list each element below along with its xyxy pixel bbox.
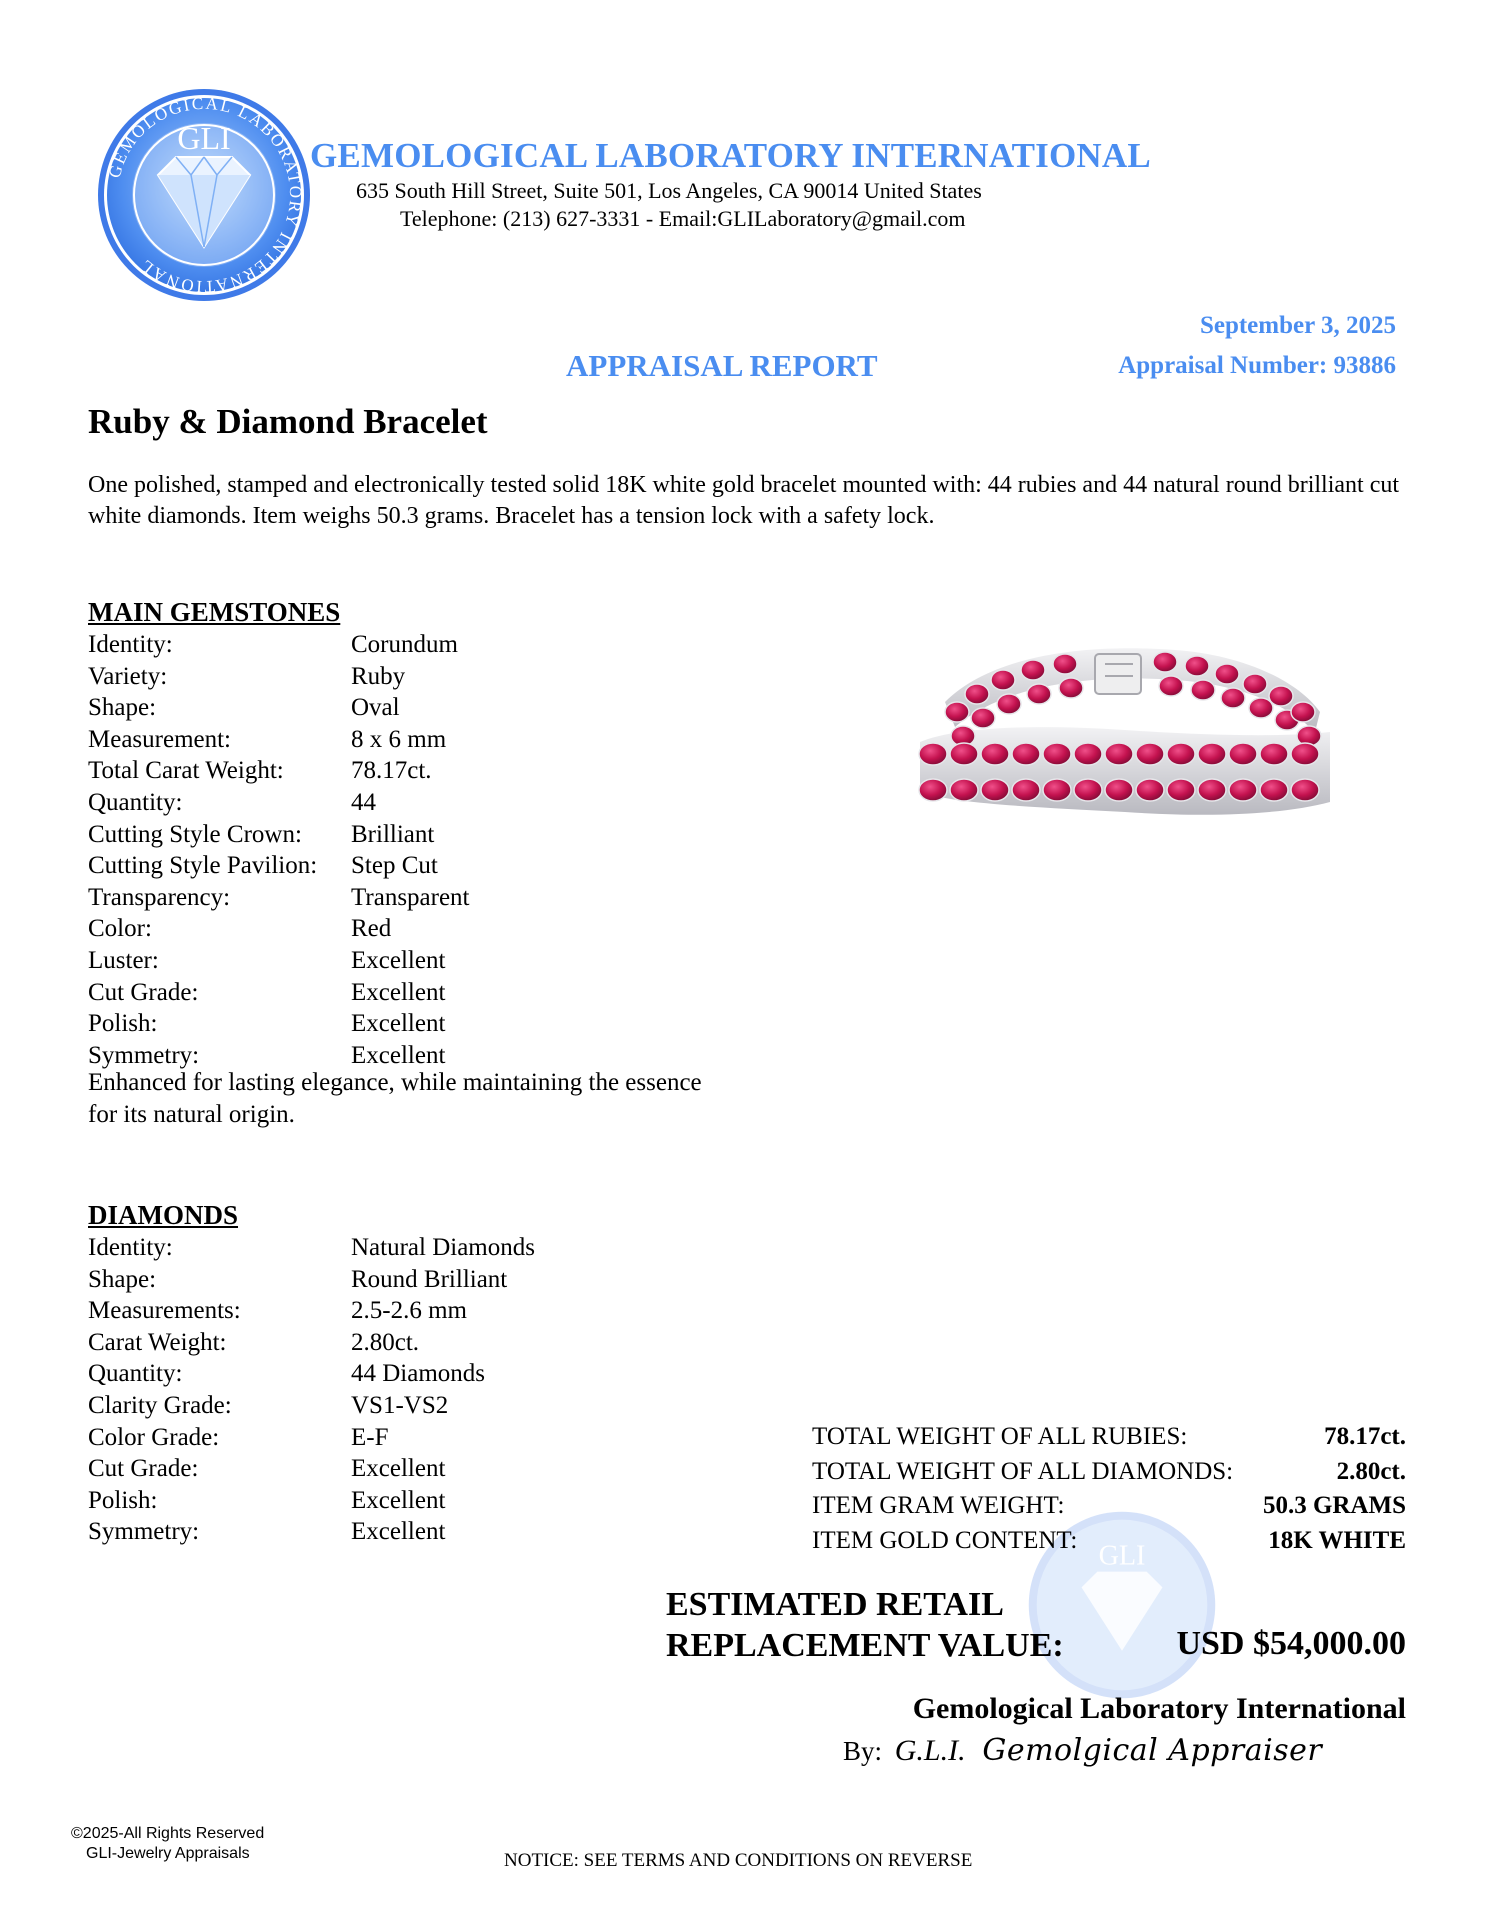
appraisal-number: Appraisal Number: 93886 [1118,352,1396,379]
ruby-stone [1074,779,1102,801]
spec-value: 2.5-2.6 mm [351,1297,467,1325]
main-gemstones-heading: MAIN GEMSTONES [88,597,341,627]
logo-gli-text: GLI [177,120,231,156]
spec-row [88,661,470,693]
spec-value: Excellent [351,1010,446,1038]
main-gemstones-table [88,629,470,1071]
ruby-stone [1059,678,1083,698]
ruby-stone [1021,660,1045,680]
gemstone-note: Enhanced for lasting elegance, while maintaining the essence for its natural origin. [88,1069,702,1128]
gli-logo [96,87,312,303]
spec-label: Quantity: [88,1360,183,1388]
ruby-stone [1153,652,1177,672]
ruby-stone [991,670,1015,690]
diamonds-table [88,1232,535,1548]
spec-label: Clarity Grade: [88,1391,232,1419]
ruby-stone [1191,680,1215,700]
spec-row [88,977,470,1009]
spec-value: Transparent [351,883,470,911]
total-row [812,1420,1406,1455]
spec-row [88,724,470,756]
spec-row [88,819,470,851]
spec-label: Cut Grade: [88,1455,199,1483]
ruby-stone [1229,743,1257,765]
spec-value: Excellent [351,1518,446,1546]
spec-label: Measurements: [88,1297,241,1325]
spec-label: Measurement: [88,725,232,753]
spec-row [88,913,470,945]
ruby-stone [1291,743,1319,765]
signature-line [843,1733,1322,1768]
lab-name: GEMOLOGICAL LABORATORY INTERNATIONAL [310,136,1151,175]
total-value: 78.17ct. [1324,1423,1406,1450]
footer-notice: NOTICE: SEE TERMS AND CONDITIONS ON REVERSE [504,1850,973,1871]
ruby-stone [981,743,1009,765]
signature-handwritten: Gemolgical Appraiser [982,1733,1323,1768]
ruby-stone [1027,684,1051,704]
spec-label: Cut Grade: [88,978,199,1006]
spec-value: 78.17ct. [351,757,432,785]
spec-row [88,755,470,787]
ruby-stone [1229,779,1257,801]
spec-value: Excellent [351,1486,446,1514]
lab-contact: Telephone: (213) 627-3331 - Email:GLILaboratory@gmail.com [400,206,966,231]
spec-label: Total Carat Weight: [88,757,284,785]
ruby-stone [1215,664,1239,684]
spec-label: Identity: [88,1234,173,1261]
spec-row [88,1390,535,1422]
spec-row [88,1327,535,1359]
spec-value: 44 Diamonds [351,1360,486,1388]
spec-value: Natural Diamonds [351,1234,535,1261]
spec-label: Identity: [88,631,173,658]
total-row [812,1455,1406,1490]
report-title: APPRAISAL REPORT [566,348,878,383]
total-row [812,1524,1406,1559]
logo-ring-text: GEMOLOGICAL LABORATORY INTERNATIONAL [104,93,306,297]
valuation-line-1: ESTIMATED RETAIL [666,1586,1004,1623]
spec-label: Color: [88,915,152,943]
ruby-stone [965,684,989,704]
ruby-stone [1260,779,1288,801]
spec-value: Excellent [351,978,446,1006]
diamonds-heading: DIAMONDS [88,1200,239,1230]
spec-value: Oval [351,694,400,722]
item-description: One polished, stamped and electronically tested solid 18K white gold bracelet mounted with: 44 rubies and 44 natural round brilliant cut white diamonds. Item weighs 50.3 grams. Bracelet has a tension lock with a safety lock. [88,472,1400,529]
ruby-stone [1105,743,1133,765]
spec-label: Color Grade: [88,1423,220,1451]
spec-label: Transparency: [88,883,231,911]
signature-by-label: By: [843,1736,883,1766]
spec-label: Symmetry: [88,1041,200,1069]
spec-row [88,787,470,819]
signature-gli: G.L.I. [894,1734,966,1767]
signature-org: Gemological Laboratory International [912,1692,1406,1725]
total-value: 18K WHITE [1268,1526,1406,1554]
ruby-stone [981,779,1009,801]
spec-value: 2.80ct. [351,1328,420,1356]
spec-value: Excellent [351,1041,446,1069]
spec-value: Excellent [351,946,446,974]
copyright-icon: © [71,1825,83,1842]
ruby-stone [1074,743,1102,765]
item-title: Ruby & Diamond Bracelet [88,402,488,441]
valuation-amount: USD $54,000.00 [1176,1625,1406,1662]
ruby-stone [950,743,978,765]
total-label: TOTAL WEIGHT OF ALL RUBIES: [812,1423,1188,1450]
spec-row [88,1232,535,1264]
spec-label: Variety: [88,662,168,690]
total-value: 2.80ct. [1336,1457,1406,1485]
spec-row [88,1295,535,1327]
spec-value: E-F [351,1423,389,1451]
ruby-stone [1221,688,1245,708]
footer-copyright [71,1825,264,1843]
spec-row [88,1008,470,1040]
spec-label: Polish: [88,1486,158,1514]
ruby-stone [1185,656,1209,676]
spec-value: Red [351,915,392,943]
spec-label: Cutting Style Pavilion: [88,852,318,880]
spec-value: Round Brilliant [351,1265,508,1293]
footer-brand: GLI-Jewelry Appraisals [86,1845,250,1862]
ruby-stone [1012,743,1040,765]
spec-label: Luster: [88,946,159,974]
spec-row [88,629,470,661]
spec-label: Shape: [88,694,157,722]
ruby-stone [1167,743,1195,765]
spec-value: Corundum [351,631,458,658]
spec-label: Carat Weight: [88,1328,227,1356]
total-value: 50.3 GRAMS [1262,1492,1406,1519]
valuation-line-2: REPLACEMENT VALUE: [666,1627,1064,1664]
total-label: ITEM GOLD CONTENT: [812,1526,1078,1554]
ruby-stone [997,694,1021,714]
total-label: TOTAL WEIGHT OF ALL DIAMONDS: [812,1457,1234,1485]
valuation-label [666,1584,1064,1666]
ruby-stone [1053,654,1077,674]
ruby-stone [1249,698,1273,718]
total-label: ITEM GRAM WEIGHT: [812,1492,1065,1519]
spec-row [88,1485,535,1517]
watermark-gli-text: GLI [1098,1540,1146,1572]
spec-row [88,1422,535,1454]
spec-row [88,1358,535,1390]
spec-row [88,945,470,977]
ruby-stone [950,779,978,801]
report-date: September 3, 2025 [1199,312,1396,339]
spec-label: Shape: [88,1265,157,1293]
spec-row [88,882,470,914]
ruby-stone [1260,743,1288,765]
ruby-stone [919,779,947,801]
ruby-stone [971,708,995,728]
spec-value: Brilliant [351,820,435,848]
ruby-stone [1043,743,1071,765]
spec-value: 44 [351,788,376,816]
ruby-stone [1167,779,1195,801]
ruby-stone [1159,676,1183,696]
ruby-stone [1291,779,1319,801]
spec-row [88,850,470,882]
total-row [812,1489,1406,1524]
spec-value: Step Cut [351,852,438,880]
spec-label: Quantity: [88,788,183,816]
ruby-stone [1136,743,1164,765]
bracelet-photo [915,632,1335,862]
lab-address: 635 South Hill Street, Suite 501, Los Angeles, CA 90014 United States [356,178,982,203]
copyright-text: 2025-All Rights Reserved [82,1825,265,1842]
spec-row [88,1453,535,1485]
spec-value: Ruby [351,662,406,690]
ruby-stone [1136,779,1164,801]
spec-label: Polish: [88,1010,158,1038]
ruby-stone [1198,779,1226,801]
spec-row [88,692,470,724]
spec-label: Cutting Style Crown: [88,820,302,848]
spec-row [88,1264,535,1296]
ruby-stone [1198,743,1226,765]
spec-row [88,1516,535,1548]
ruby-stone [1269,686,1293,706]
ruby-stone [1105,779,1133,801]
ruby-stone [1043,779,1071,801]
ruby-stone [1243,674,1267,694]
spec-value: 8 x 6 mm [351,725,447,753]
spec-value: VS1-VS2 [351,1391,449,1419]
spec-label: Symmetry: [88,1518,200,1546]
spec-value: Excellent [351,1455,446,1483]
ruby-stone [945,702,969,722]
ruby-stone [919,743,947,765]
ruby-stone [1012,779,1040,801]
totals-block [812,1420,1406,1558]
ruby-stone [1291,702,1315,722]
